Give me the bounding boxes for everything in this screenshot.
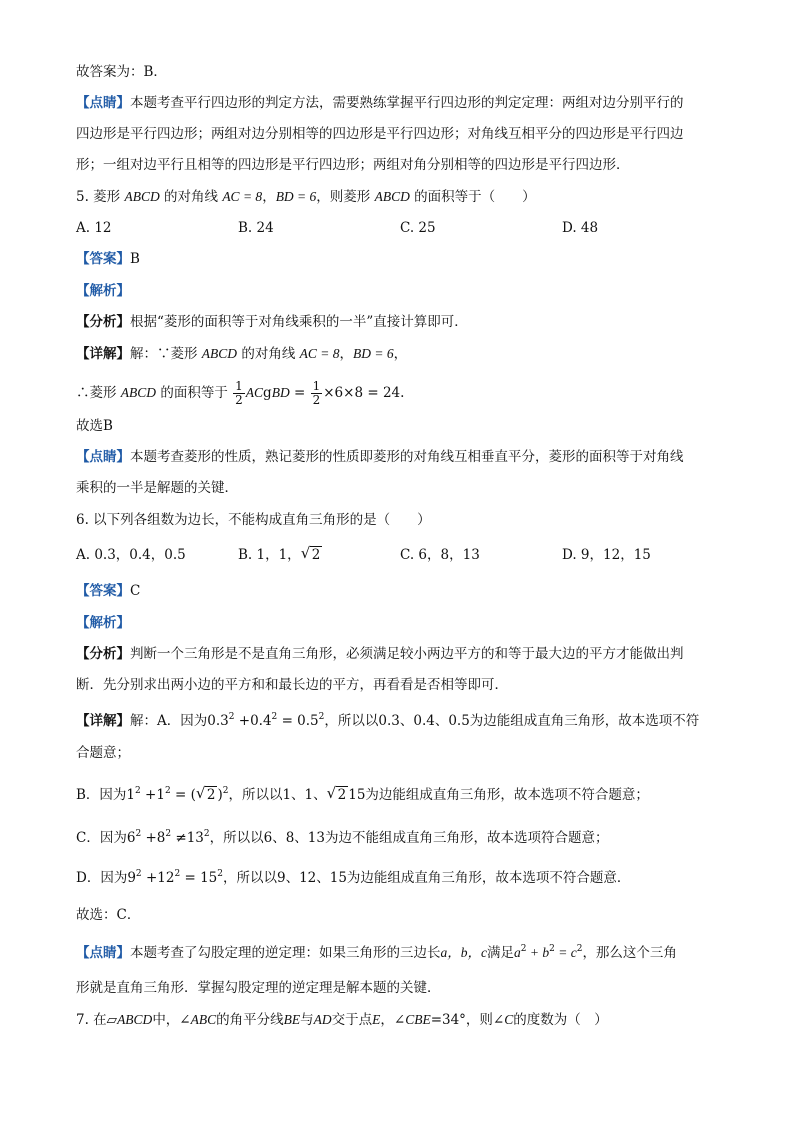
detail-line [76, 785, 649, 805]
answer-tag: 【答案】 [76, 251, 130, 267]
exponent: 2 [576, 944, 583, 954]
stem-text: 的角平分线 [216, 1012, 284, 1028]
option-a: A. 12 [76, 220, 112, 236]
exponent: 2 [135, 786, 141, 796]
math-glitch: g [263, 385, 272, 401]
exponent: 2 [222, 786, 229, 796]
sqrt: √ 2 [300, 544, 321, 563]
stem-text: 的度数为（ ） [513, 1012, 608, 1028]
option-b [238, 545, 322, 565]
math-var: CBE [405, 1012, 431, 1027]
sqrt: √ 2 [326, 784, 347, 803]
answer-line [76, 249, 140, 269]
comment-line: 形就是直角三角形．掌握勾股定理的逆定理是解本题的关键． [76, 980, 441, 996]
comment-line: 四边形是平行四边形；两组对边分别相等的四边形是平行四边形；对角线互相平分的四边形是平行四边 [76, 126, 684, 142]
comment-tag: 【点睛】 [76, 95, 130, 111]
math-var: E [372, 1012, 381, 1027]
math-expr: +1 [140, 787, 165, 803]
option-a: A. 0.3，0.4，0.5 [76, 547, 186, 563]
answer-line [76, 581, 140, 601]
detail-tag: 【详解】 [76, 346, 130, 362]
detail-tag: 【详解】 [76, 713, 130, 729]
separator: ， [262, 189, 276, 205]
fenxi-tag: 【分析】 [76, 314, 130, 330]
math-expr: AC = 8 [299, 346, 340, 361]
detail-text: ，所以以6、8、13为边不能组成直角三角形，故本选项符合题意； [209, 830, 609, 846]
math-expr: = ( [170, 787, 196, 803]
fraction [311, 380, 323, 407]
stem-text: ，则菱形 [316, 189, 371, 205]
comment-line [76, 447, 684, 467]
exponent: 2 [203, 829, 210, 839]
math-var: ABCD [374, 189, 410, 204]
question-6-stem: 6. 以下列各组数为边长，不能构成直角三角形的是（ ） [76, 512, 431, 528]
math-var: AC [245, 385, 264, 400]
comment-tag: 【点睛】 [76, 449, 130, 465]
math-expr: 0.3 [207, 713, 229, 729]
math-var: + b [526, 945, 550, 960]
fraction-numerator: 1 [235, 379, 243, 393]
stem-text: 7. 在▱ [76, 1012, 118, 1028]
math-var: = c [554, 945, 577, 960]
fraction-numerator: 1 [312, 379, 321, 393]
math-expr: = 0.5 [277, 713, 319, 729]
calc-line [76, 378, 404, 408]
comment-text: ，那么这个三角 [582, 945, 677, 961]
option-text: B. 1，1， [238, 547, 301, 563]
detail-text: 的对角线 [241, 346, 296, 362]
detail-text: ，所以以1、1、 [228, 787, 327, 803]
detail-line [76, 344, 407, 364]
comment-line [76, 93, 684, 113]
sqrt: √ 2 [195, 784, 216, 803]
stem-text: 的面积等于（ ） [414, 189, 536, 205]
detail-line [76, 828, 608, 848]
comment-text: 本题考查了勾股定理的逆定理：如果三角形的三边长 [130, 945, 441, 961]
question-7-stem [76, 1010, 608, 1030]
math-expr: +12 [141, 870, 175, 886]
math-expr: 9 [127, 870, 136, 886]
math-expr: +0.4 [234, 713, 272, 729]
detail-line [76, 868, 630, 888]
radicand: 2 [206, 787, 216, 803]
comment-line: 形；一组对边平行且相等的四边形是平行四边形；两组对角分别相等的四边形是平行四边形． [76, 157, 630, 173]
math-expr: ×6×8 = 24. [323, 385, 405, 401]
exponent: 2 [271, 712, 278, 722]
stem-text: 的对角线 [164, 189, 219, 205]
exponent: 2 [228, 712, 235, 722]
stem-text: 与 [300, 1012, 314, 1028]
math-expr: = 15 [180, 870, 218, 886]
option-d: D. 48 [562, 220, 599, 236]
stem-text: 5. 菱形 [76, 189, 121, 205]
detail-text: 解：∵菱形 [130, 346, 198, 362]
calc-text: 的面积等于 [160, 385, 228, 401]
fenxi-text: 根据“菱形的面积等于对角线乘积的一半”直接计算即可． [130, 314, 468, 330]
fenxi-line: 断．先分别求出两小边的平方和和最长边的平方，再看看是否相等即可． [76, 677, 508, 693]
analysis-line [76, 281, 130, 301]
math-expr: BD = 6 [353, 346, 394, 361]
radicand: 2 [311, 547, 321, 563]
math-var: a [514, 945, 521, 960]
fenxi-line [76, 312, 468, 332]
answer-value: B [130, 251, 140, 267]
conclusion-line: 故选：C． [76, 907, 141, 923]
exponent: 2 [135, 829, 142, 839]
math-expr: BD = 6 [275, 189, 317, 204]
fraction-denominator: 2 [235, 393, 243, 407]
math-expr: ≠13 [171, 830, 204, 846]
comment-line: 乘积的一半是解题的关键． [76, 480, 238, 496]
exponent: 2 [217, 869, 223, 879]
detail-line [76, 711, 699, 731]
math-expr: ) [217, 787, 223, 803]
detail-line: 合题意； [76, 745, 130, 761]
stem-text: ，∠ [380, 1012, 406, 1028]
comment-text: 本题考查平行四边形的判定方法，需要熟练掌握平行四边形的判定定理：两组对边分别平行的 [130, 95, 684, 111]
fraction [233, 380, 245, 407]
detail-text: 解：A．因为 [130, 713, 208, 729]
option-c: C. 25 [400, 220, 436, 236]
math-var: C [504, 1012, 514, 1027]
detail-text: ，所以以0.3、0.4、0.5为边能组成直角三角形，故本选项不符 [324, 713, 700, 729]
answer-line: 故答案为：B． [76, 64, 167, 80]
exponent: 2 [135, 869, 142, 879]
math-var: AD [313, 1012, 332, 1027]
calc-text: ∴菱形 [76, 385, 117, 401]
comment-tag: 【点睛】 [76, 945, 130, 961]
math-op: = [289, 385, 310, 401]
math-var: ABCD [201, 346, 238, 361]
separator: ， [393, 346, 408, 362]
math-var: ABCD [117, 1012, 153, 1027]
option-b: B. 24 [238, 220, 274, 236]
comment-text: 本题考查菱形的性质，熟记菱形的性质即菱形的对角线互相垂直平分，菱形的面积等于对角线 [130, 449, 684, 465]
math-var: ABCD [124, 189, 160, 204]
separator: ， [339, 346, 354, 362]
answer-value: C [130, 583, 141, 599]
stem-text: =34°，则∠ [430, 1012, 505, 1028]
math-expr: AC = 8 [222, 189, 263, 204]
analysis-tag: 【解析】 [76, 615, 130, 631]
exponent: 2 [164, 786, 171, 796]
math-var: ABC [190, 1012, 217, 1027]
exponent: 2 [165, 829, 172, 839]
math-var: a，b，c [440, 945, 487, 960]
exponent: 2 [174, 869, 181, 879]
comment-line [76, 943, 677, 963]
fenxi-text: 判断一个三角形是不是直角三角形，必须满足较小两边平方的和等于最大边的平方才能做出判 [130, 646, 684, 662]
detail-text: C．因为 [76, 830, 127, 846]
math-expr: +8 [141, 830, 166, 846]
exponent: 2 [549, 944, 555, 954]
exponent: 2 [520, 944, 527, 954]
conclusion-line: 故选B [76, 418, 113, 434]
analysis-tag: 【解析】 [76, 283, 130, 299]
question-5-stem [76, 187, 536, 207]
math-expr: 6 [126, 830, 136, 846]
fenxi-tag: 【分析】 [76, 646, 130, 662]
answer-tag: 【答案】 [76, 583, 130, 599]
stem-text: 交于点 [331, 1012, 373, 1028]
detail-text: D．因为 [76, 870, 128, 886]
exponent: 2 [318, 712, 325, 722]
comment-text: 满足 [487, 945, 514, 961]
math-expr: 1 [126, 787, 136, 803]
option-c: C. 6，8，13 [400, 547, 480, 563]
detail-text: B．因为 [76, 787, 127, 803]
fraction-denominator: 2 [312, 393, 321, 407]
analysis-line [76, 613, 130, 633]
detail-text: 15为边能组成直角三角形，故本选项不符合题意； [348, 787, 649, 803]
math-var: BD [271, 385, 290, 400]
fenxi-line [76, 644, 684, 664]
option-d: D. 9，12，15 [562, 547, 651, 563]
stem-text: 中，∠ [152, 1012, 191, 1028]
detail-text: ，所以以9、12、15为边能组成直角三角形，故本选项不符合题意． [222, 870, 631, 886]
math-var: ABCD [120, 385, 157, 400]
math-var: BE [283, 1012, 301, 1027]
radicand: 2 [337, 787, 347, 803]
